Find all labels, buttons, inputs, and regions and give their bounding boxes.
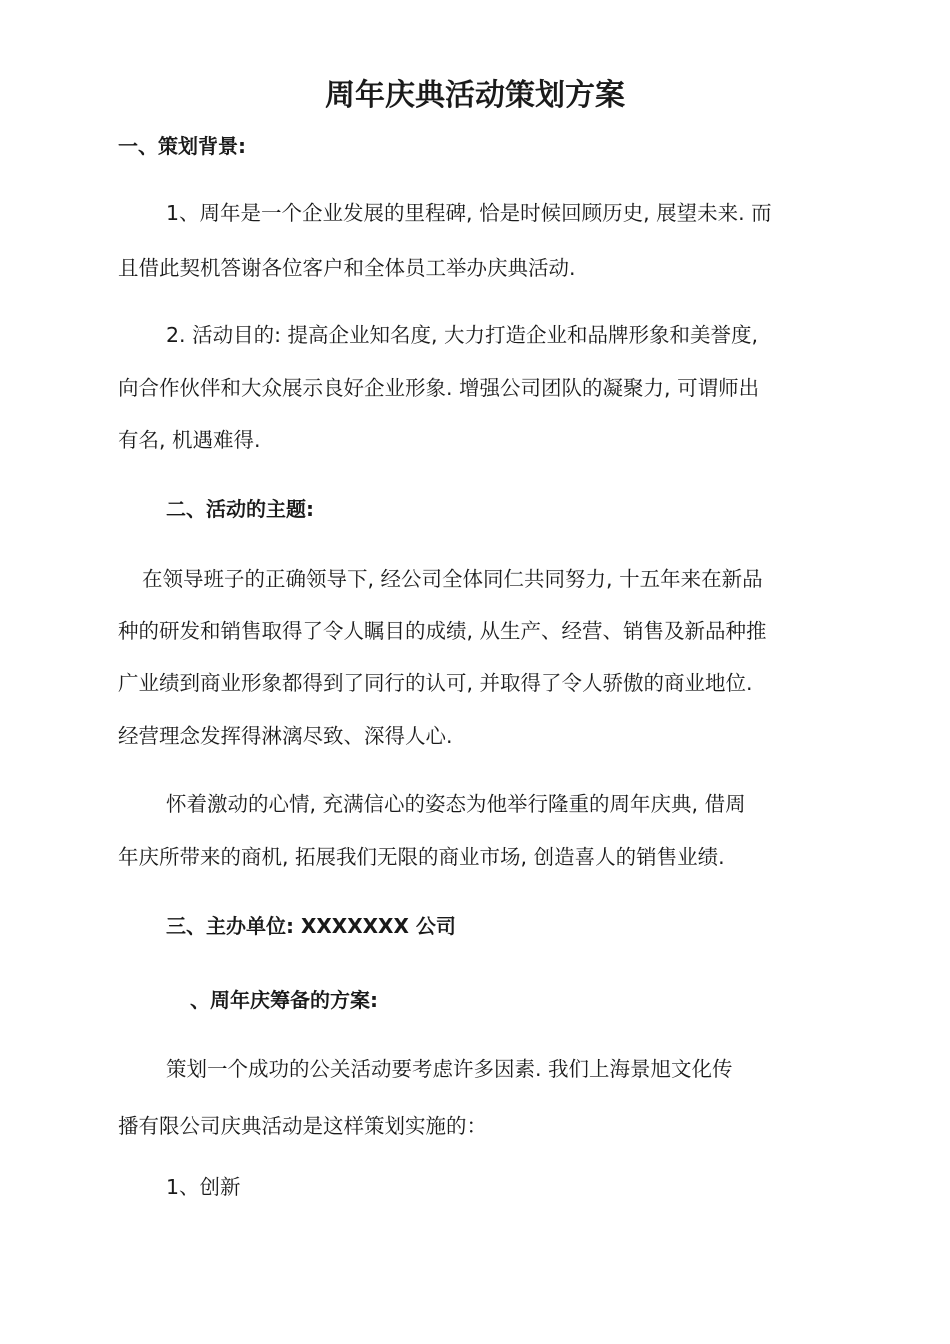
- document-title: 周年庆典活动策划方案: [325, 78, 625, 113]
- section-heading-organizer: 三、主办单位: XXXXXXX 公司: [166, 914, 456, 938]
- section-heading-background: 一、策划背景:: [118, 134, 246, 158]
- paragraph-line: 向合作伙伴和大众展示良好企业形象. 增强公司团队的凝聚力, 可谓师出: [118, 376, 760, 400]
- paragraph-line: 2. 活动目的: 提高企业知名度, 大力打造企业和品牌形象和美誉度,: [166, 323, 759, 347]
- section-heading-preparation: 、周年庆筹备的方案:: [190, 988, 378, 1012]
- paragraph-line: 播有限公司庆典活动是这样策划实施的：: [118, 1114, 487, 1138]
- paragraph-line: 策划一个成功的公关活动要考虑许多因素. 我们上海景旭文化传: [166, 1057, 733, 1081]
- paragraph-line: 年庆所带来的商机, 拓展我们无限的商业市场, 创造喜人的销售业绩.: [118, 845, 725, 869]
- paragraph-line: 怀着激动的心情, 充满信心的姿态为他举行隆重的周年庆典, 借周: [166, 792, 746, 816]
- paragraph-line: 在领导班子的正确领导下, 经公司全体同仁共同努力, 十五年来在新品: [142, 567, 763, 591]
- paragraph-line: 广业绩到商业形象都得到了同行的认可, 并取得了令人骄傲的商业地位.: [118, 671, 753, 695]
- paragraph-line: 有名, 机遇难得.: [118, 428, 261, 452]
- paragraph-line: 1、周年是一个企业发展的里程碑, 恰是时候回顾历史, 展望未来. 而: [166, 201, 772, 225]
- paragraph-line: 且借此契机答谢各位客户和全体员工举办庆典活动.: [118, 256, 576, 280]
- list-item: 1、创新: [166, 1175, 241, 1199]
- paragraph-line: 经营理念发挥得淋漓尽致、深得人心.: [118, 724, 453, 748]
- paragraph-line: 种的研发和销售取得了令人瞩目的成绩, 从生产、经营、销售及新品种推: [118, 619, 767, 643]
- section-heading-theme: 二、活动的主题:: [166, 497, 314, 521]
